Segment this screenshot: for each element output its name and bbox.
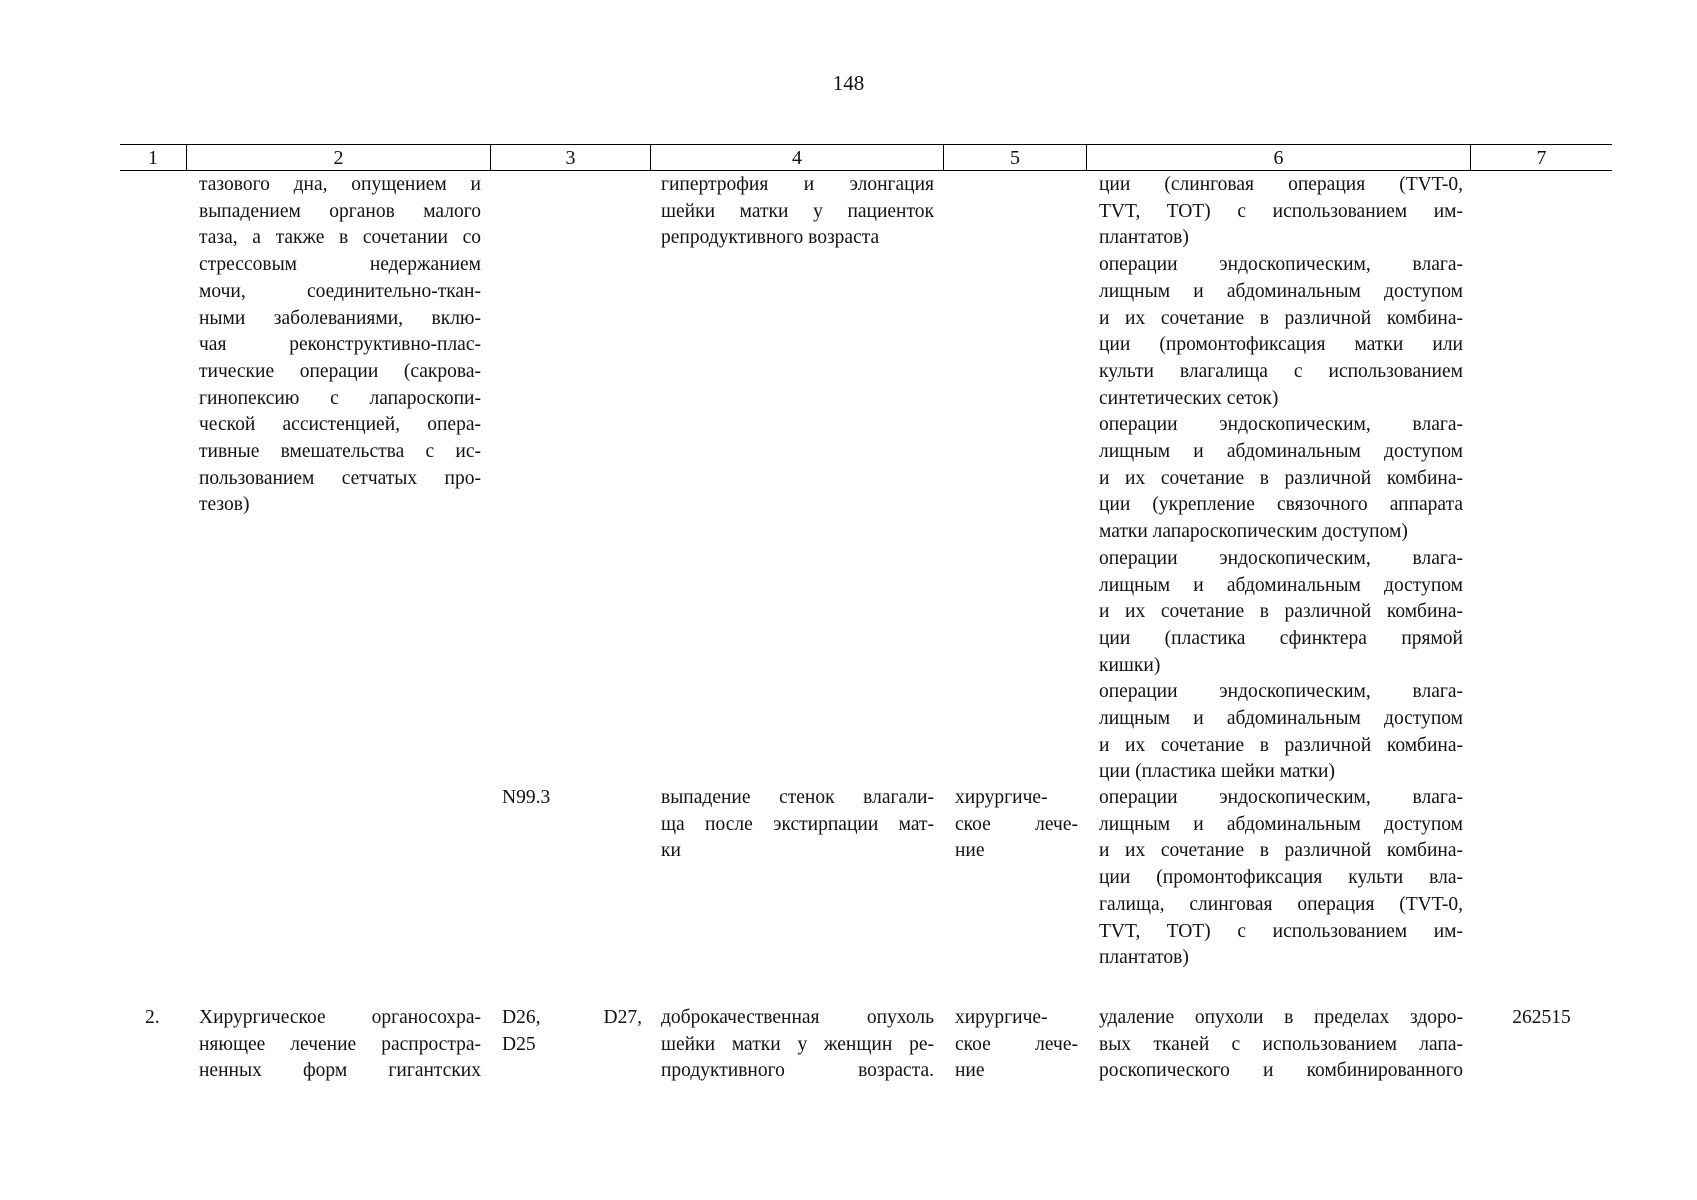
text-line: лищным и абдоминальным доступом <box>1099 280 1463 302</box>
cont-col6-methods <box>1099 172 1463 786</box>
n993-col4-diagnosis <box>661 785 934 865</box>
text-line: ща после экстирпации мат- <box>661 813 934 835</box>
text-line: тезов) <box>199 494 250 516</box>
n993-col3-code: N99.3 <box>502 787 551 808</box>
text-line: мочи, соединительно-ткан- <box>199 280 481 302</box>
text-line: ние <box>955 1060 985 1082</box>
row2-col1-number: 2. <box>145 1007 160 1028</box>
text-line: хирургиче- <box>955 787 1048 808</box>
row2-col2-description <box>199 1005 481 1085</box>
text-line: лищным и абдоминальным доступом <box>1099 441 1463 463</box>
header-col-2: 2 <box>333 147 344 169</box>
text-line: роскопического и комбинированного <box>1099 1060 1463 1082</box>
text-line: хирургиче- <box>955 1007 1048 1028</box>
text-line: ции (укрепление связочного аппарата <box>1099 494 1463 516</box>
page-number: 148 <box>832 71 865 95</box>
text-line: TVT, TOT) с использованием им- <box>1099 200 1463 222</box>
text-line: лищным и абдоминальным доступом <box>1099 708 1463 730</box>
text-line: ции (пластика шейки матки) <box>1099 761 1335 783</box>
text-line: продуктивного возраста. <box>661 1060 934 1082</box>
text-line: лищным и абдоминальным доступом <box>1099 813 1463 835</box>
text-line: ние <box>955 840 985 862</box>
cont-col2-description <box>199 172 481 519</box>
text-line: операции эндоскопическим, влага- <box>1099 254 1463 276</box>
code: D25 <box>502 1033 536 1055</box>
text-line: кишки) <box>1099 654 1161 676</box>
cont-col4-diagnosis <box>661 172 934 252</box>
text-line: и их сочетание в различной комбина- <box>1099 734 1463 756</box>
text-line: плантатов) <box>1099 227 1189 249</box>
text-line: операции эндоскопическим, влага- <box>1099 787 1463 808</box>
text-line: шейки матки у пациенток <box>661 200 934 222</box>
text-line: доброкачественная опухоль <box>661 1007 934 1028</box>
codes-line <box>502 1005 642 1032</box>
text-line: ское лече- <box>955 813 1078 835</box>
text-line: тивные вмешательства с ис- <box>199 441 481 463</box>
code: D27, <box>603 1007 642 1028</box>
row2-col6-methods <box>1099 1005 1463 1085</box>
header-col-5: 5 <box>1010 147 1020 169</box>
text-line: культи влагалища с использованием <box>1099 360 1463 382</box>
text-line: и их сочетание в различной комбина- <box>1099 467 1463 489</box>
text-line: плантатов) <box>1099 947 1189 969</box>
text-line: TVT, TOT) с использованием им- <box>1099 920 1463 942</box>
text-line: ское лече- <box>955 1033 1078 1055</box>
text-line: Хирургическое органосохра- <box>199 1007 481 1028</box>
row2-col5-treatment <box>955 1005 1078 1085</box>
n993-col6-methods <box>1099 785 1463 972</box>
header-col-7: 7 <box>1536 147 1547 169</box>
text-line: синтетических сеток) <box>1099 387 1279 409</box>
text-line: вых тканей с использованием лапа- <box>1099 1033 1463 1055</box>
text-line: галища, слинговая операция (TVT-0, <box>1099 893 1463 915</box>
text-line: шейки матки у женщин ре- <box>661 1033 934 1055</box>
text-line: и их сочетание в различной комбина- <box>1099 601 1463 623</box>
row2-col4-diagnosis <box>661 1005 934 1085</box>
row2-col3-codes <box>502 1005 642 1058</box>
text-line: гипертрофия и элонгация <box>661 174 934 195</box>
text-line: чая реконструктивно-плас- <box>199 334 481 356</box>
text-line: гинопексию с лапароскопи- <box>199 387 481 409</box>
code: D26, <box>502 1007 541 1028</box>
text-line: ческой ассистенцией, опера- <box>199 414 481 436</box>
text-line: тические операции (сакрова- <box>199 360 481 382</box>
text-line: ции (пластика сфинктера прямой <box>1099 627 1463 649</box>
text-line: ции (промонтофиксация культи вла- <box>1099 867 1463 889</box>
text-line: стрессовым недержанием <box>199 254 481 276</box>
text-line: и их сочетание в различной комбина- <box>1099 307 1463 329</box>
text-line: выпадением органов малого <box>199 200 481 222</box>
text-line: таза, а также в сочетании со <box>199 227 481 249</box>
header-col-6: 6 <box>1273 147 1284 169</box>
header-col-1: 1 <box>148 147 158 169</box>
text-line: ции (промонтофиксация матки или <box>1099 334 1463 356</box>
text-line: операции эндоскопическим, влага- <box>1099 547 1463 569</box>
text-line: ненных форм гигантских <box>199 1060 481 1082</box>
header-col-4: 4 <box>792 147 802 169</box>
text-line: лищным и абдоминальным доступом <box>1099 574 1463 596</box>
text-line: няющее лечение распростра- <box>199 1033 481 1055</box>
text-line: ными заболеваниями, вклю- <box>199 307 481 329</box>
text-line: репродуктивного возраста <box>661 227 880 249</box>
text-line: ки <box>661 840 681 862</box>
text-line: операции эндоскопическим, влага- <box>1099 414 1463 436</box>
row2-col7-cost: 262515 <box>1512 1007 1571 1028</box>
text-line: операции эндоскопическим, влага- <box>1099 681 1463 703</box>
text-line: тазового дна, опущением и <box>199 174 481 195</box>
text-line: выпадение стенок влагали- <box>661 787 934 808</box>
n993-col5-treatment <box>955 785 1078 865</box>
text-line: ции (слинговая операция (TVT-0, <box>1099 174 1463 195</box>
text-line: и их сочетание в различной комбина- <box>1099 840 1463 862</box>
header-col-3: 3 <box>565 147 576 169</box>
text-line: матки лапароскопическим доступом) <box>1099 521 1408 543</box>
text-line: удаление опухоли в пределах здоро- <box>1099 1007 1463 1028</box>
text-line: пользованием сетчатых про- <box>199 467 481 489</box>
